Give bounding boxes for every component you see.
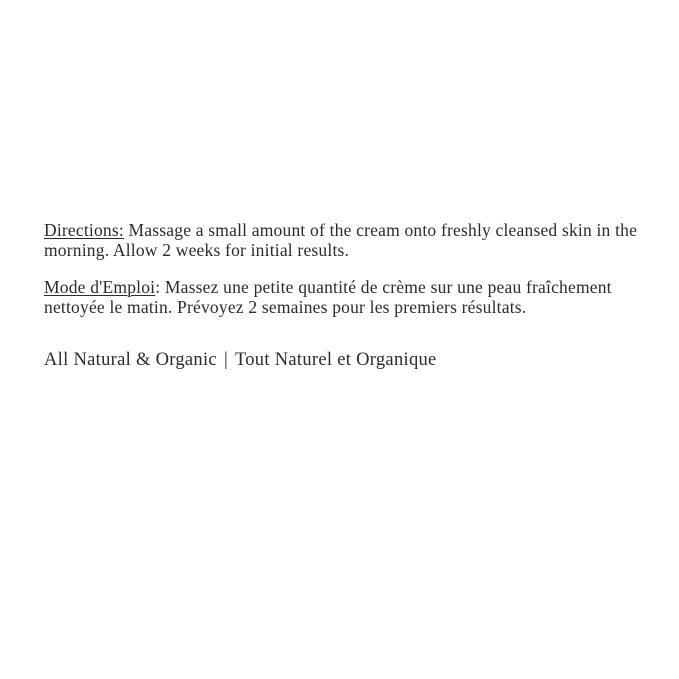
directions-en-line2: morning. Allow 2 weeks for initial results. [44,240,350,260]
tagline-fr: Tout Naturel et Organique [234,350,437,370]
tagline-divider: | [223,350,228,370]
tagline-en: All Natural & Organic [44,350,217,370]
directions-fr-line2: nettoyée le matin. Prévoyez 2 semaines pour les premiers résultats. [44,297,527,317]
label-text-block [44,220,643,371]
directions-en-paragraph [44,220,643,260]
directions-en-line1: Massage a small amount of the cream onto freshly cleansed skin in the [123,220,638,240]
tagline [44,349,643,371]
directions-fr-line1: : Massez une petite quantité de crème sur une peau fraîchement [155,277,612,297]
directions-fr-heading: Mode d'Emploi [44,277,156,297]
directions-fr-paragraph [44,277,643,317]
directions-en-heading: Directions: [44,220,124,240]
